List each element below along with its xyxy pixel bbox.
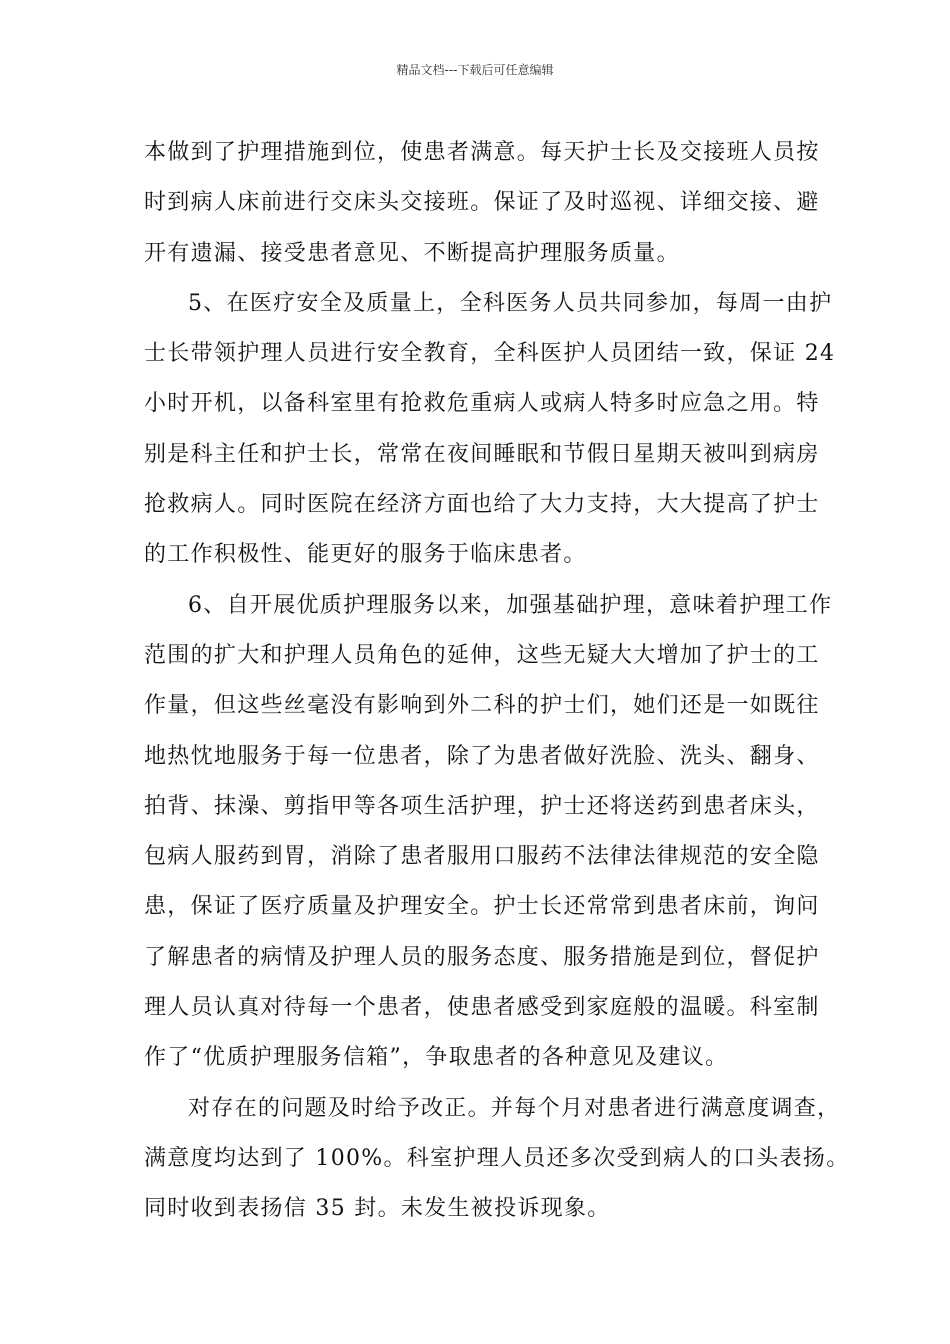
document-body bbox=[144, 128, 850, 1235]
page-header: 精品文档---下载后可任意编辑 bbox=[396, 63, 554, 77]
text-line: 满意度均达到了 100%。科室护理人员还多次受到病人的口头表扬。 bbox=[144, 1145, 850, 1171]
paragraph bbox=[144, 279, 836, 581]
text-line: 士长带领护理人员进行安全教育，全科医护人员团结一致，保证 24 bbox=[144, 341, 836, 367]
text-line: 时到病人床前进行交床头交接班。保证了及时巡视、详细交接、避 bbox=[144, 190, 820, 216]
text-line: 地热忱地服务于每一位患者，除了为患者做好洗脸、洗头、翻身、 bbox=[144, 743, 820, 769]
text-line: 拍背、抹澡、剪指甲等各项生活护理，护士还将送药到患者床头， bbox=[144, 793, 820, 819]
text-line: 6、自开展优质护理服务以来，加强基础护理，意味着护理工作 bbox=[188, 592, 833, 618]
text-line: 别是科主任和护士长，常常在夜间睡眠和节假日星期天被叫到病房 bbox=[144, 441, 820, 467]
text-line: 小时开机，以备科室里有抢救危重病人或病人特多时应急之用。特 bbox=[144, 391, 820, 417]
paragraph bbox=[144, 581, 833, 1084]
paragraph bbox=[144, 128, 824, 279]
paragraph bbox=[144, 1084, 850, 1235]
text-line: 对存在的问题及时给予改正。并每个月对患者进行满意度调查， bbox=[188, 1095, 841, 1121]
text-line: 理人员认真对待每一个患者，使患者感受到家庭般的温暖。科室制 bbox=[144, 995, 820, 1021]
text-line: 作了“优质护理服务信箱”，争取患者的各种意见及建议。 bbox=[144, 1045, 729, 1071]
text-line: 同时收到表扬信 35 封。未发生被投诉现象。 bbox=[144, 1196, 611, 1222]
text-line: 包病人服药到胃，消除了患者服用口服药不法律法律规范的安全隐 bbox=[144, 844, 820, 870]
text-line: 了解患者的病情及护理人员的服务态度、服务措施是到位，督促护 bbox=[144, 944, 820, 970]
text-line: 本做到了护理措施到位，使患者满意。每天护士长及交接班人员按 bbox=[144, 140, 820, 165]
text-line: 的工作积极性、能更好的服务于临床患者。 bbox=[144, 542, 587, 568]
text-line: 5、在医疗安全及质量上，全科医务人员共同参加，每周一由护 bbox=[188, 290, 833, 316]
text-line: 开有遗漏、接受患者意见、不断提高护理服务质量。 bbox=[144, 240, 680, 266]
text-line: 抢救病人。同时医院在经济方面也给了大力支持，大大提高了护士 bbox=[144, 492, 820, 518]
text-line: 作量，但这些丝毫没有影响到外二科的护士们，她们还是一如既往 bbox=[144, 693, 820, 719]
text-line: 患，保证了医疗质量及护理安全。护士长还常常到患者床前，询问 bbox=[144, 894, 820, 920]
text-line: 范围的扩大和护理人员角色的延伸，这些无疑大大增加了护士的工 bbox=[144, 642, 820, 668]
